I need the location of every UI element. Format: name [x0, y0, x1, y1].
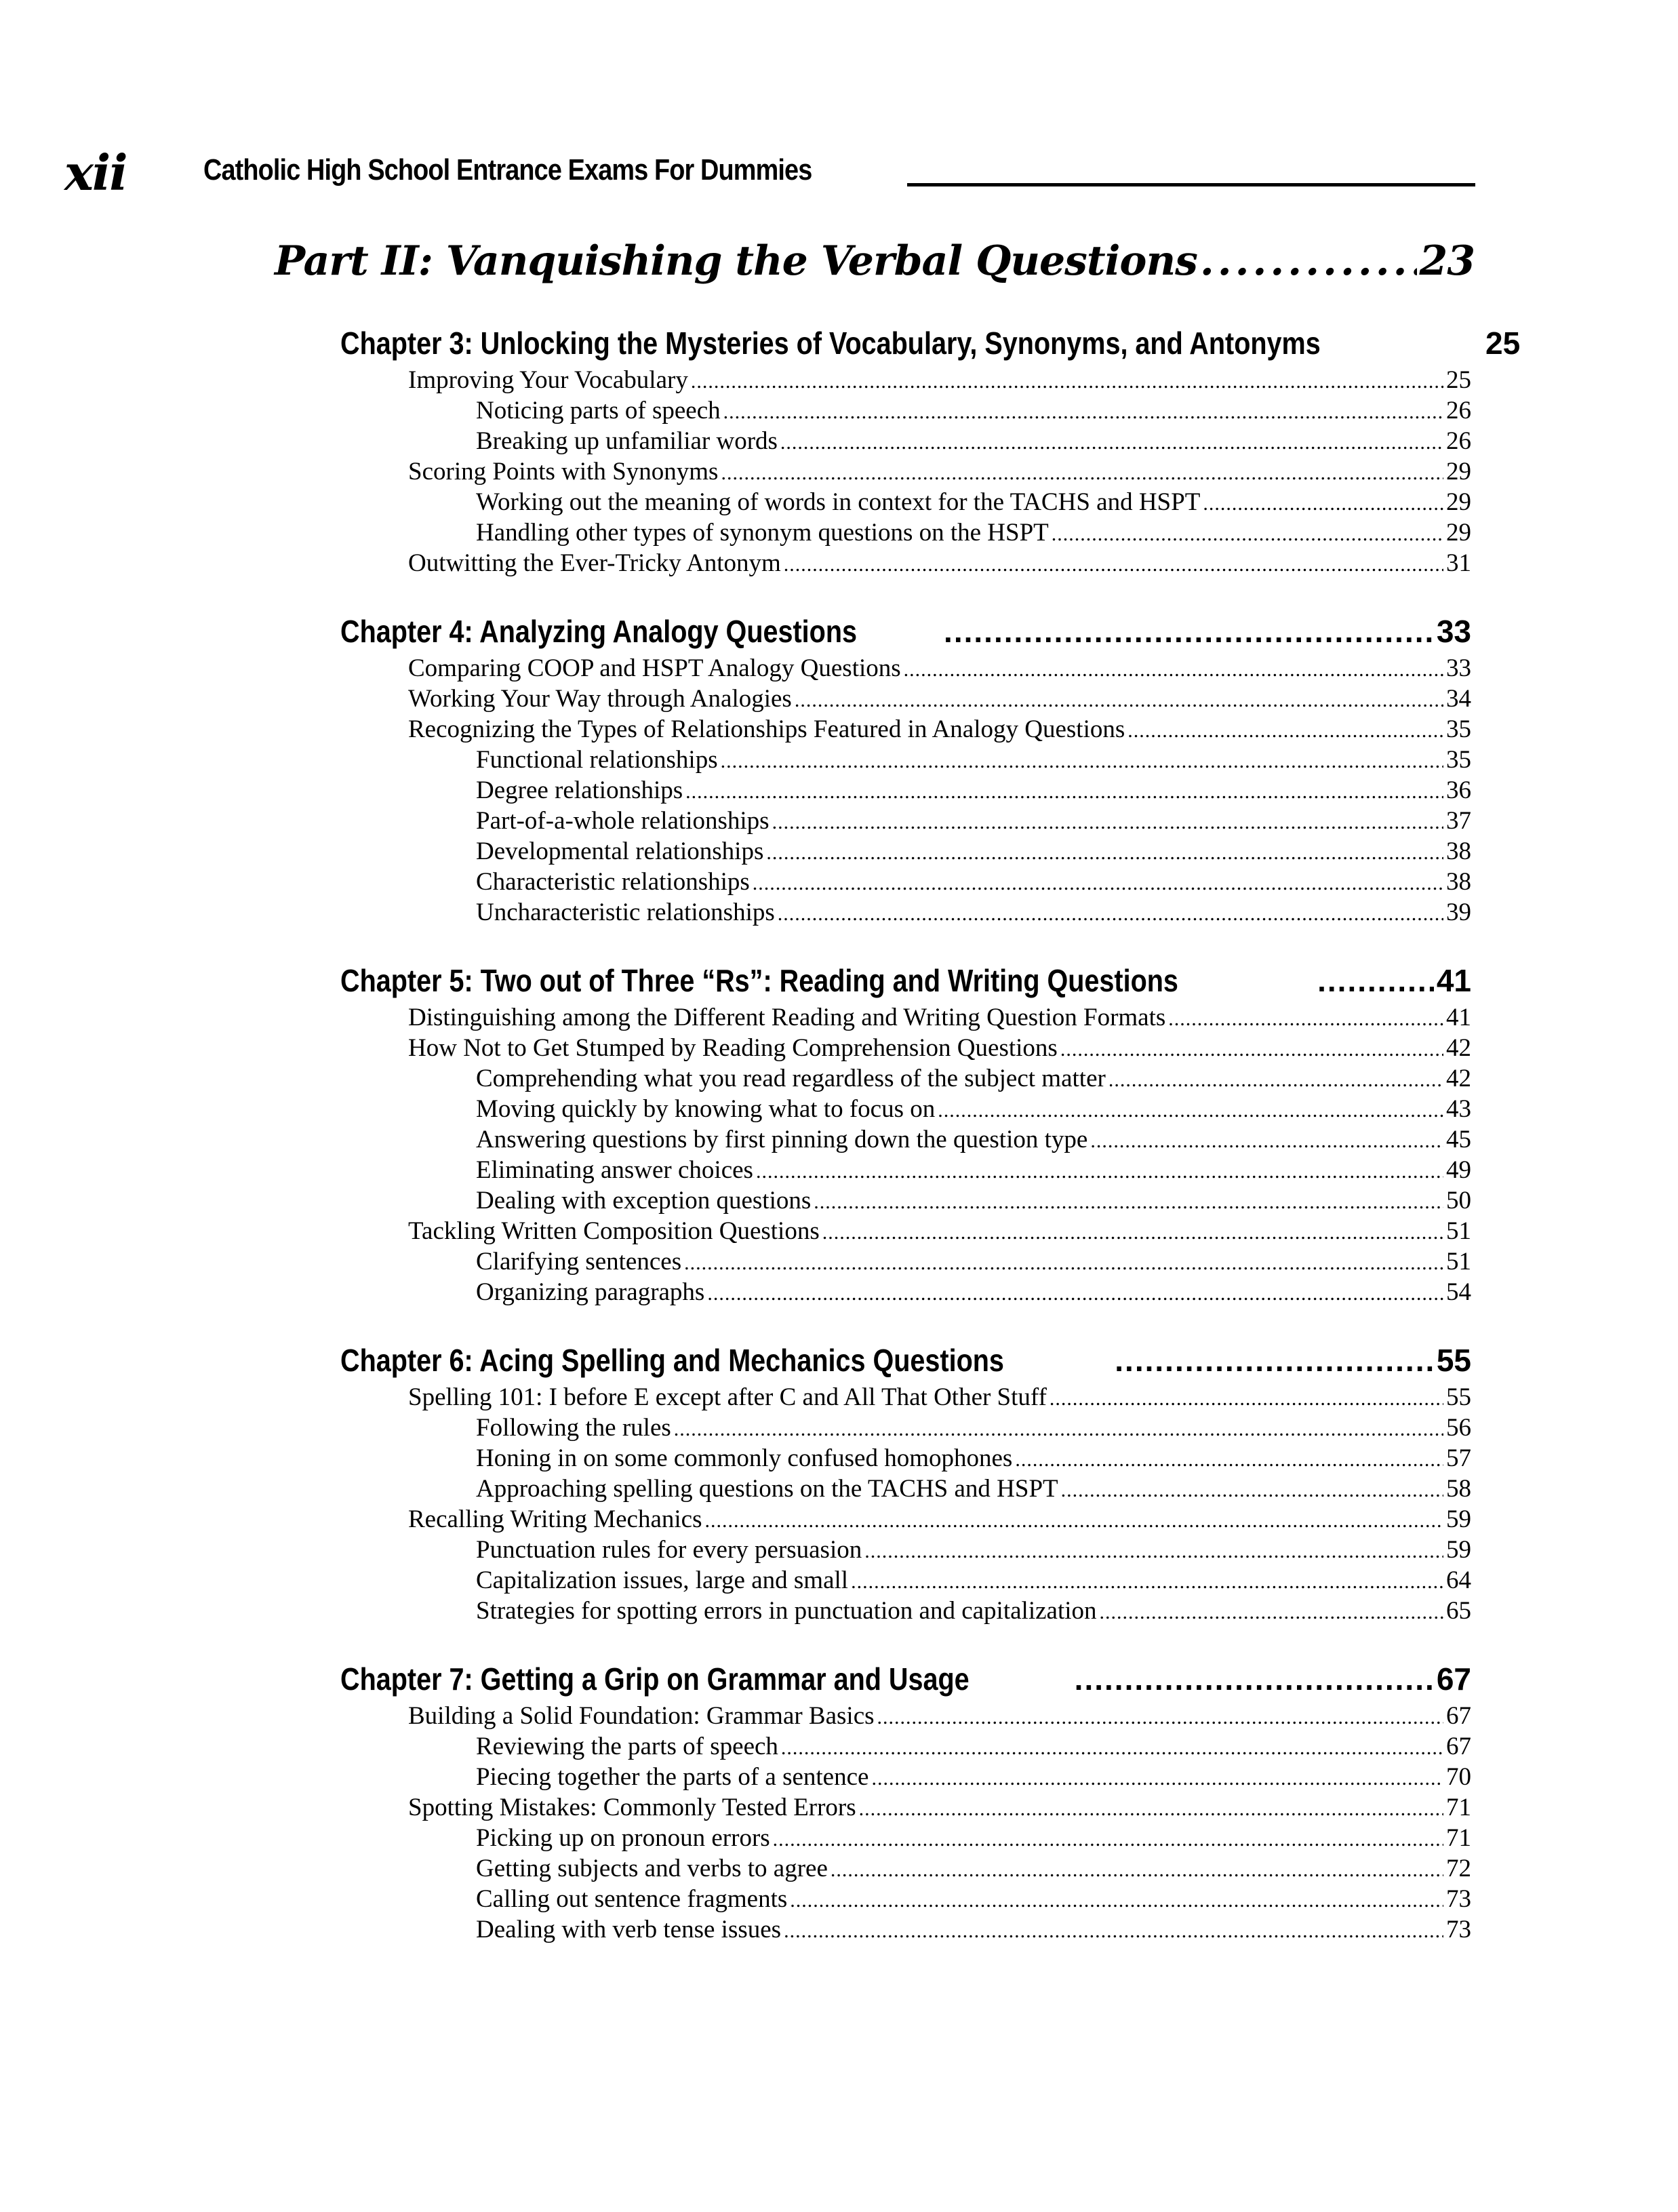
page-number: 71	[1446, 1824, 1471, 1852]
toc-entry[interactable]	[408, 365, 1471, 397]
toc-entry[interactable]	[408, 653, 1471, 685]
entry-title: Recalling Writing Mechanics	[408, 1505, 702, 1533]
page-number: 25	[1446, 366, 1471, 394]
page-number: 38	[1446, 868, 1471, 896]
dot-leader	[756, 1155, 1443, 1187]
dot-leader	[753, 867, 1443, 898]
dot-leader	[773, 1823, 1443, 1855]
page-number: 73	[1446, 1916, 1471, 1943]
toc-chapter-heading[interactable]	[340, 1660, 1471, 1698]
toc-entry[interactable]	[408, 684, 1471, 715]
toc-subentry[interactable]	[476, 1914, 1471, 1946]
dot-leader	[864, 1535, 1443, 1566]
part-title: Part II: Vanquishing the Verbal Questions	[275, 237, 1197, 285]
entry-title: How Not to Get Stumped by Reading Comprehension Questions	[408, 1034, 1058, 1062]
toc-subentry[interactable]	[476, 1474, 1471, 1505]
toc-subentry[interactable]	[476, 1413, 1471, 1444]
page-number: 64	[1446, 1566, 1471, 1594]
page-number: 36	[1446, 776, 1471, 804]
page-number: 35	[1446, 715, 1471, 743]
toc-subentry[interactable]	[476, 426, 1471, 458]
entry-title: Clarifying sentences	[476, 1248, 682, 1276]
dot-leader	[1015, 1443, 1443, 1475]
toc-subentry[interactable]	[476, 1094, 1471, 1126]
dot-leader	[1100, 1596, 1444, 1627]
page-number: 45	[1446, 1126, 1471, 1153]
toc-entry[interactable]	[408, 1216, 1471, 1248]
dot-leader	[851, 1565, 1443, 1597]
toc-subentry[interactable]	[476, 1731, 1471, 1763]
page-number: 72	[1446, 1855, 1471, 1882]
toc-chapter-heading[interactable]	[340, 324, 1521, 362]
dot-leader	[1168, 1002, 1443, 1034]
page-number: 26	[1446, 397, 1471, 424]
entry-title: Tackling Written Composition Questions	[408, 1217, 820, 1245]
page-number: 49	[1446, 1156, 1471, 1184]
chapter-title: Chapter 7: Getting a Grip on Grammar and Usage	[340, 1661, 970, 1697]
dot-leader	[1061, 1474, 1443, 1505]
dot-leader	[705, 1504, 1444, 1536]
entry-title: Breaking up unfamiliar words	[476, 427, 778, 455]
toc-subentry[interactable]	[476, 745, 1471, 776]
dot-leader	[721, 456, 1443, 488]
page-number: 58	[1446, 1475, 1471, 1503]
page-number: 51	[1446, 1217, 1471, 1245]
page-number: 33	[1436, 614, 1471, 649]
page-number: 65	[1446, 1597, 1471, 1625]
entry-title: Honing in on some commonly confused homophones	[476, 1444, 1013, 1472]
entry-title: Calling out sentence fragments	[476, 1885, 788, 1913]
toc-entry[interactable]	[408, 1002, 1471, 1034]
toc-subentry[interactable]	[476, 1443, 1471, 1475]
toc-subentry[interactable]	[476, 517, 1471, 549]
entry-title: Moving quickly by knowing what to focus on	[476, 1095, 936, 1123]
dot-leader	[778, 897, 1443, 929]
page-number: 70	[1446, 1763, 1471, 1791]
entry-title: Following the rules	[476, 1414, 671, 1442]
page-number: 41	[1436, 963, 1471, 998]
dot-leader	[784, 1914, 1443, 1946]
running-head	[0, 146, 1678, 200]
entry-title: Developmental relationships	[476, 837, 764, 865]
page-number: 23	[1419, 237, 1475, 285]
entry-title: Uncharacteristic relationships	[476, 898, 775, 926]
entry-title: Handling other types of synonym questions on the HSPT	[476, 519, 1049, 547]
dot-leader	[904, 653, 1443, 685]
toc-subentry[interactable]	[476, 1277, 1471, 1309]
entry-title: Strategies for spotting errors in punctuation and capitalization	[476, 1597, 1097, 1625]
entry-title: Functional relationships	[476, 746, 718, 774]
page-number: 59	[1446, 1536, 1471, 1564]
entry-title: Getting subjects and verbs to agree	[476, 1855, 828, 1882]
entry-title: Eliminating answer choices	[476, 1156, 753, 1184]
dot-leader	[721, 745, 1443, 776]
page-number: 71	[1446, 1794, 1471, 1821]
entry-title: Working Your Way through Analogies	[408, 685, 792, 713]
toc-subentry[interactable]	[476, 1565, 1471, 1597]
entry-title: Characteristic relationships	[476, 868, 750, 896]
dot-leader	[1060, 1033, 1443, 1065]
dot-leader	[938, 1094, 1443, 1126]
toc-entry[interactable]	[408, 1033, 1471, 1065]
page-number: 51	[1446, 1248, 1471, 1276]
page-folio: xii	[64, 144, 127, 201]
toc-subentry[interactable]	[476, 487, 1471, 519]
entry-title: Picking up on pronoun errors	[476, 1824, 770, 1852]
entry-title: Part-of-a-whole relationships	[476, 807, 770, 835]
dot-leader	[1052, 517, 1443, 549]
dot-leader	[1115, 1341, 1434, 1379]
dot-leader	[1050, 1382, 1443, 1414]
page-number: 41	[1446, 1004, 1471, 1031]
page-number: 26	[1446, 427, 1471, 455]
dot-leader	[1075, 1660, 1434, 1698]
page-number: 54	[1446, 1278, 1471, 1306]
entry-title: Scoring Points with Synonyms	[408, 458, 719, 486]
entry-title: Dealing with verb tense issues	[476, 1916, 782, 1943]
toc-subentry[interactable]	[476, 1124, 1471, 1156]
toc-entry[interactable]	[408, 1701, 1471, 1733]
toc-entry[interactable]	[408, 1504, 1471, 1536]
page-number: 55	[1446, 1383, 1471, 1411]
dot-leader	[877, 1701, 1443, 1733]
entry-title: Dealing with exception questions	[476, 1187, 812, 1214]
toc-chapter-heading[interactable]	[340, 612, 1471, 650]
toc-subentry[interactable]	[476, 1155, 1471, 1187]
toc-subentry[interactable]	[476, 395, 1471, 427]
entry-title: Organizing paragraphs	[476, 1278, 705, 1306]
page-number: 25	[1485, 325, 1521, 361]
page-number: 34	[1446, 685, 1471, 713]
page-number: 29	[1446, 488, 1471, 516]
toc-chapter-heading[interactable]	[340, 1341, 1471, 1379]
entry-title: Piecing together the parts of a sentence	[476, 1763, 869, 1791]
dot-leader	[784, 548, 1443, 580]
toc-subentry[interactable]	[476, 836, 1471, 868]
entry-title: Capitalization issues, large and small	[476, 1566, 849, 1594]
dot-leader	[790, 1884, 1443, 1916]
entry-title: Working out the meaning of words in context for the TACHS and HSPT	[476, 488, 1201, 516]
page-number: 57	[1446, 1444, 1471, 1472]
toc-subentry[interactable]	[476, 1185, 1471, 1217]
page-number: 67	[1446, 1702, 1471, 1730]
toc-part-heading[interactable]	[275, 234, 1475, 288]
toc-subentry[interactable]	[476, 897, 1471, 929]
page-number: 67	[1446, 1733, 1471, 1760]
page-number: 50	[1446, 1187, 1471, 1214]
page-number: 43	[1446, 1095, 1471, 1123]
dot-leader	[822, 1216, 1443, 1248]
toc-subentry[interactable]	[476, 775, 1471, 807]
dot-leader	[1090, 1124, 1443, 1156]
entry-title: Spelling 101: I before E except after C and All That Other Stuff	[408, 1383, 1047, 1411]
toc-subentry[interactable]	[476, 1596, 1471, 1627]
dot-leader	[781, 1731, 1443, 1763]
entry-title: Improving Your Vocabulary	[408, 366, 688, 394]
dot-leader	[766, 836, 1443, 868]
toc-subentry[interactable]	[476, 806, 1471, 837]
entry-title: Comprehending what you read regardless of the subject matter	[476, 1065, 1106, 1092]
dot-leader	[772, 806, 1443, 837]
chapter-title: Chapter 6: Acing Spelling and Mechanics Questions	[340, 1343, 1004, 1378]
toc-subentry[interactable]	[476, 1063, 1471, 1095]
page-number: 56	[1446, 1414, 1471, 1442]
entry-title: Punctuation rules for every persuasion	[476, 1536, 862, 1564]
entry-title: Building a Solid Foundation: Grammar Basics	[408, 1702, 875, 1730]
dot-leader	[831, 1853, 1443, 1885]
dot-leader	[795, 684, 1443, 715]
page-number: 67	[1436, 1661, 1471, 1697]
toc-entry[interactable]	[408, 714, 1471, 746]
entry-title: Noticing parts of speech	[476, 397, 721, 424]
page-number: 59	[1446, 1505, 1471, 1533]
toc-subentry[interactable]	[476, 1762, 1471, 1794]
dot-leader	[871, 1762, 1443, 1794]
toc-entry[interactable]	[408, 1792, 1471, 1824]
chapter-title: Chapter 5: Two out of Three “Rs”: Reading and Writing Questions	[340, 963, 1178, 998]
dot-leader	[780, 426, 1443, 458]
entry-title: Answering questions by first pinning down the question type	[476, 1126, 1088, 1153]
page-number: 39	[1446, 898, 1471, 926]
dot-leader	[814, 1185, 1443, 1217]
chapter-title: Chapter 3: Unlocking the Mysteries of Vocabulary, Synonyms, and Antonyms	[340, 325, 1321, 361]
toc-subentry[interactable]	[476, 1853, 1471, 1885]
page-number: 55	[1436, 1343, 1471, 1378]
toc-subentry[interactable]	[476, 867, 1471, 898]
dot-leader	[691, 365, 1443, 397]
toc-subentry[interactable]	[476, 1535, 1471, 1566]
dot-leader	[859, 1792, 1443, 1824]
dot-leader	[1317, 962, 1434, 1000]
toc-subentry[interactable]	[476, 1884, 1471, 1916]
page-number: 38	[1446, 837, 1471, 865]
toc-subentry[interactable]	[476, 1246, 1471, 1278]
entry-title: Degree relationships	[476, 776, 683, 804]
dot-leader	[1108, 1063, 1443, 1095]
dot-leader	[707, 1277, 1443, 1309]
header-rule	[907, 183, 1475, 186]
page-number: 42	[1446, 1034, 1471, 1062]
toc-chapter-heading[interactable]	[340, 962, 1471, 1000]
toc-entry[interactable]	[408, 548, 1471, 580]
dot-leader	[685, 775, 1443, 807]
dot-leader	[944, 612, 1434, 650]
book-title: Catholic High School Entrance Exams For Dummies	[203, 153, 812, 186]
entry-title: Comparing COOP and HSPT Analogy Questions	[408, 654, 901, 682]
toc-entry[interactable]	[408, 1382, 1471, 1414]
entry-title: Spotting Mistakes: Commonly Tested Errors	[408, 1794, 856, 1821]
page-number: 29	[1446, 519, 1471, 547]
entry-title: Reviewing the parts of speech	[476, 1733, 778, 1760]
page-number: 33	[1446, 654, 1471, 682]
toc-entry[interactable]	[408, 456, 1471, 488]
entry-title: Approaching spelling questions on the TACHS and HSPT	[476, 1475, 1058, 1503]
dot-leader	[674, 1413, 1443, 1444]
dot-leader	[1127, 714, 1443, 746]
chapter-title: Chapter 4: Analyzing Analogy Questions	[340, 614, 858, 649]
toc-subentry[interactable]	[476, 1823, 1471, 1855]
entry-title: Outwitting the Ever-Tricky Antonym	[408, 549, 781, 577]
entry-title: Distinguishing among the Different Reading and Writing Question Formats	[408, 1004, 1166, 1031]
page-number: 29	[1446, 458, 1471, 486]
page-number: 31	[1446, 549, 1471, 577]
dot-leader	[1203, 487, 1443, 519]
dot-leader	[723, 395, 1443, 427]
dot-leader	[1200, 234, 1417, 288]
entry-title: Recognizing the Types of Relationships Featured in Analogy Questions	[408, 715, 1125, 743]
dot-leader	[684, 1246, 1443, 1278]
page-number: 42	[1446, 1065, 1471, 1092]
page-number: 35	[1446, 746, 1471, 774]
page-number: 73	[1446, 1885, 1471, 1913]
page-number: 37	[1446, 807, 1471, 835]
